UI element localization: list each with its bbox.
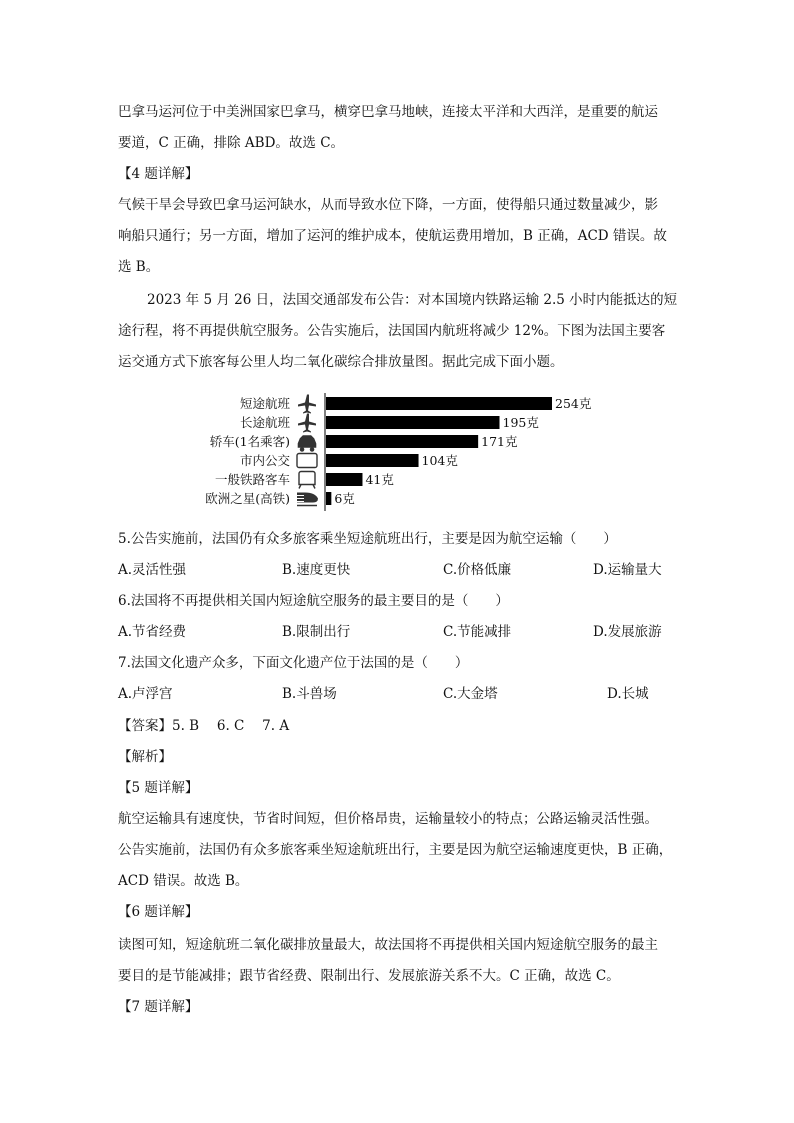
- question-5: 5.公告实施前，法国仍有众多旅客乘坐短途航班出行，主要是因为航空运输（ ）: [118, 531, 617, 547]
- chart-bar: [326, 454, 419, 467]
- airplane-icon: [298, 414, 316, 433]
- chart-bar: [326, 397, 552, 410]
- line-p3c: 运交通方式下旅客每公里人均二氧化碳综合排放量图。据此完成下面小题。: [118, 354, 564, 370]
- chart-category-label: 市内公交: [239, 453, 290, 468]
- question-6: 6.法国将不再提供相关国内短途航空服务的最主要目的是（ ）: [118, 593, 509, 609]
- chart-value-label: 104克: [421, 453, 458, 468]
- answer-line: 【答案】5. B 6. C 7. A: [118, 718, 290, 734]
- train-icon: [299, 472, 315, 489]
- q7-option-d[interactable]: D.长城: [607, 686, 649, 702]
- line-p2c: 选 B。: [118, 259, 160, 275]
- line-e5c: ACD 错误。故选 B。: [118, 873, 249, 889]
- analysis-heading: 【解析】: [118, 749, 172, 765]
- line-p3b: 途行程，将不再提供航空服务。公告实施后，法国国内航班将减少 12%。下图为法国主要客: [118, 323, 666, 339]
- heading-q4-detail: 【4 题详解】: [118, 166, 199, 182]
- question-7: 7.法国文化遗产众多，下面文化遗产位于法国的是（ ）: [118, 655, 469, 671]
- q7-option-c[interactable]: C.大金塔: [443, 686, 498, 702]
- chart-category-label: 长途航班: [239, 415, 290, 430]
- q6-option-c[interactable]: C.节能减排: [443, 624, 512, 640]
- q5-option-a[interactable]: A.灵活性强: [118, 562, 187, 578]
- chart-value-label: 254克: [555, 396, 592, 411]
- chart-category-label: 一般铁路客车: [214, 472, 290, 487]
- airplane-icon: [298, 395, 316, 414]
- chart-value-label: 171克: [481, 434, 518, 449]
- chart-value-label: 195克: [502, 415, 539, 430]
- q6-option-a[interactable]: A.节省经费: [118, 624, 187, 640]
- heading-q7-detail: 【7 题详解】: [118, 999, 199, 1015]
- high-speed-train-icon: [295, 493, 318, 506]
- q7-option-a[interactable]: A.卢浮宫: [118, 686, 173, 702]
- line-e6a: 读图可知，短途航班二氧化碳排放量最大，故法国将不再提供相关国内短途航空服务的最主: [118, 937, 658, 953]
- line-p1b: 要道，C 正确，排除 ABD。故选 C。: [118, 135, 345, 151]
- line-p2b: 响船只通行；另一方面，增加了运河的维护成本，使航运费用增加，B 正确，ACD 错误。故: [118, 228, 667, 244]
- line-e5a: 航空运输具有速度快，节省时间短，但价格昂贵，运输量较小的特点；公路运输灵活性强。: [118, 811, 658, 827]
- chart-value-label: 6克: [334, 491, 355, 506]
- chart-category-label: 短途航班: [239, 396, 290, 411]
- bus-icon: [297, 454, 317, 468]
- chart-category-label: 轿车(1名乘客): [209, 434, 290, 449]
- line-p2a: 气候干旱会导致巴拿马运河缺水，从而导致水位下降，一方面，使得船只通过数量减少，影: [118, 197, 658, 213]
- emission-bar-chart: [205, 393, 620, 515]
- q5-option-b[interactable]: B.速度更快: [282, 562, 351, 578]
- heading-q5-detail: 【5 题详解】: [118, 780, 199, 796]
- q6-option-d[interactable]: D.发展旅游: [593, 624, 662, 640]
- heading-q6-detail: 【6 题详解】: [118, 904, 199, 920]
- q5-option-d[interactable]: D.运输量大: [593, 562, 662, 578]
- q7-option-b[interactable]: B.斗兽场: [282, 686, 337, 702]
- car-icon: [298, 436, 316, 452]
- q6-option-b[interactable]: B.限制出行: [282, 624, 351, 640]
- chart-category-label: 欧洲之星(高铁): [205, 491, 290, 506]
- chart-bar: [326, 492, 331, 505]
- q5-option-c[interactable]: C.价格低廉: [443, 562, 512, 578]
- line-e5b: 公告实施前，法国仍有众多旅客乘坐短途航班出行，主要是因为航空运输速度更快，B 正确，: [118, 842, 673, 858]
- line-e6b: 要目的是节能减排；跟节省经费、限制出行、发展旅游关系不大。C 正确，故选 C。: [118, 968, 620, 984]
- line-p1a: 巴拿马运河位于中美洲国家巴拿马，横穿巴拿马地峡，连接太平洋和大西洋，是重要的航运: [118, 104, 658, 120]
- chart-bar: [326, 416, 500, 429]
- chart-value-label: 41克: [365, 472, 394, 487]
- chart-bar: [326, 435, 478, 448]
- line-p3a: 2023 年 5 月 26 日，法国交通部发布公告：对本国境内铁路运输 2.5 小时内能抵达的短: [147, 292, 678, 308]
- chart-bar: [326, 473, 362, 486]
